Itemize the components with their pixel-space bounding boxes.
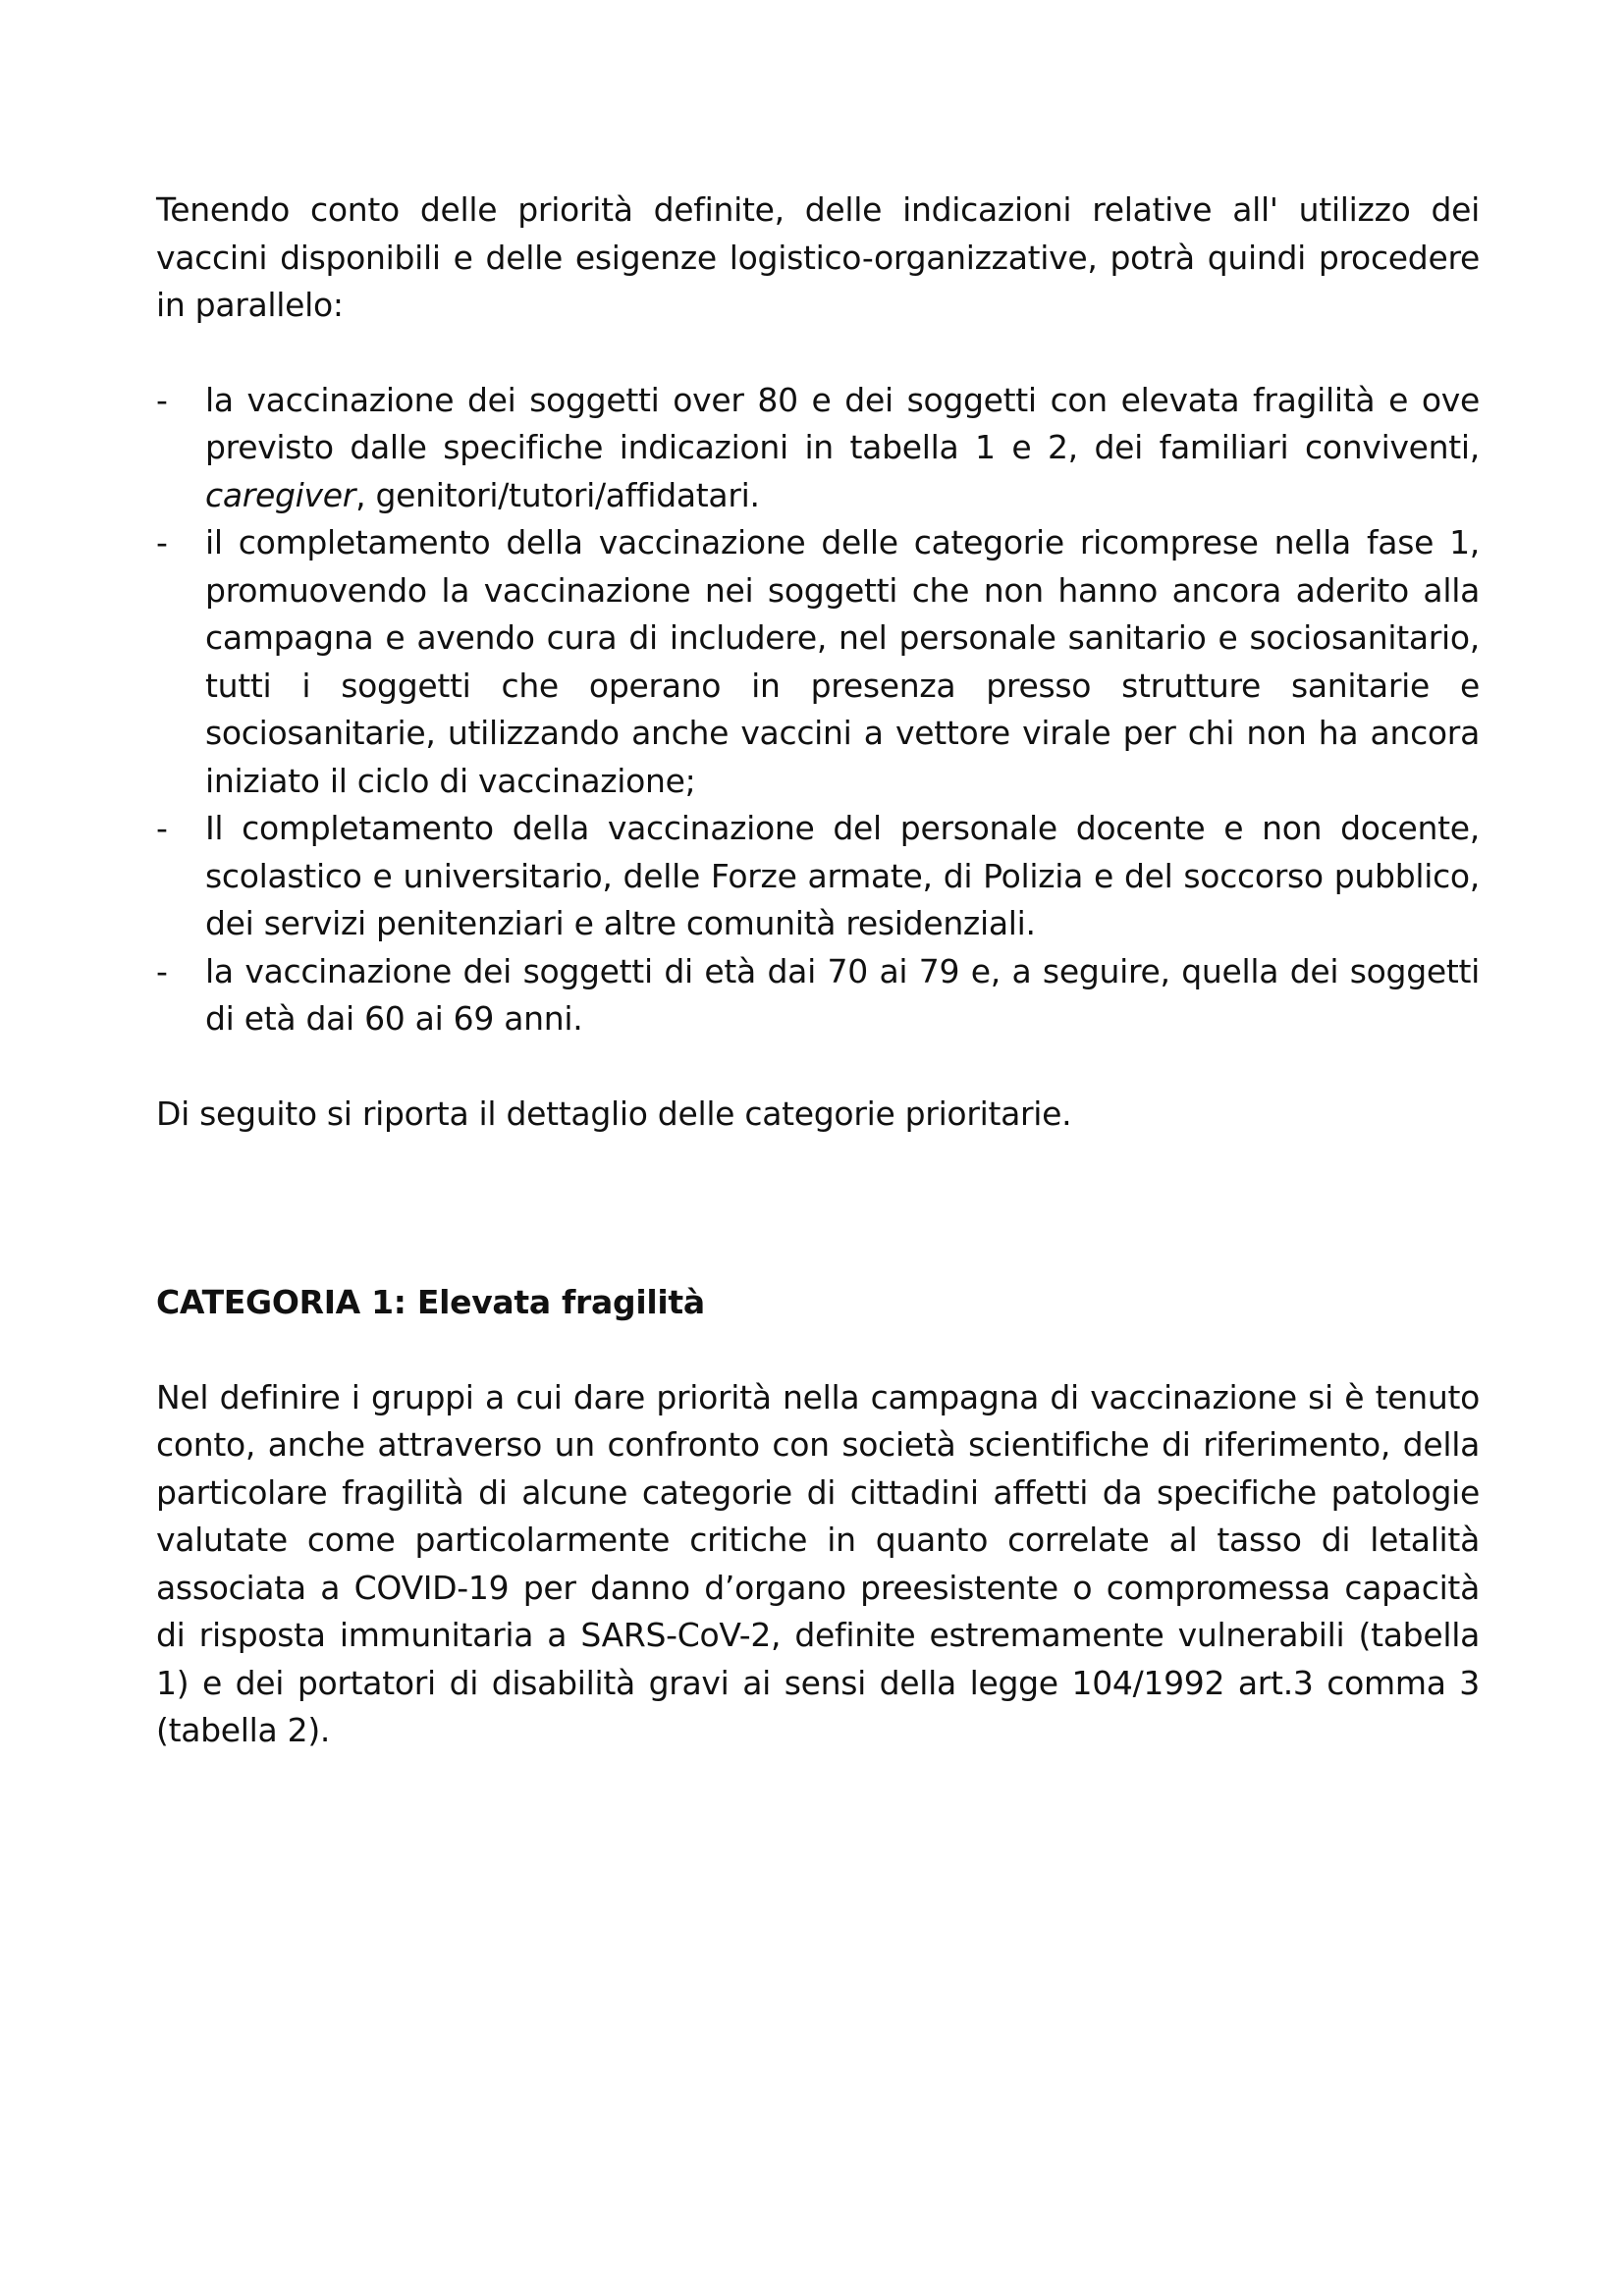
list-item-text: , genitori/tutori/affidatari. xyxy=(355,475,760,514)
intro-paragraph: Tenendo conto delle priorità definite, delle indicazioni relative all' utilizzo dei vaccini disponibili e delle esigenze logistico-organizzative, potrà quindi procedere in parallelo: xyxy=(156,190,1480,324)
closing-paragraph: Di seguito si riporta il dettaglio delle categorie prioritarie. xyxy=(156,1094,1072,1133)
bullet-dash: - xyxy=(156,380,168,419)
priority-list xyxy=(156,377,1480,1043)
list-item-text: la vaccinazione dei soggetti di età dai 70 ai 79 e, a seguire, quella dei soggetti di età dai 60 ai 69 anni. xyxy=(205,951,1480,1038)
list-item-text: Il completamento della vaccinazione del personale docente e non docente, scolastico e universitario, delle Forze armate, di Polizia e del soccorso pubblico, dei servizi penitenziari e altre comunità residenziali. xyxy=(205,809,1480,942)
list-item-emphasis: caregiver xyxy=(205,475,356,514)
section-body-paragraph: Nel definire i gruppi a cui dare priorità nella campagna di vaccinazione si è tenuto conto, anche attraverso un confronto con società scientifiche di riferimento, della particolare fragilità di alcune categorie di cittadini affetti da specifiche patologie valutate come particolarmente critiche in quanto correlate al tasso di letalità associata a COVID-19 per danno d’organo preesistente o compromessa capacità di risposta immunitaria a SARS-CoV-2, definite estremamente vulnerabili (tabella 1) e dei portatori di disabilità gravi ai sensi della legge 104/1992 art.3 comma 3 (tabella 2). xyxy=(156,1377,1480,1749)
bullet-dash: - xyxy=(156,951,168,990)
list-item xyxy=(156,948,1480,1043)
list-item xyxy=(156,805,1480,948)
bullet-dash: - xyxy=(156,523,168,561)
document-page xyxy=(156,187,1480,1755)
section-heading: CATEGORIA 1: Elevata fragilità xyxy=(156,1283,705,1321)
list-item-text: il completamento della vaccinazione delle categorie ricomprese nella fase 1, promuovendo la vaccinazione nei soggetti che non hanno ancora aderito alla campagna e avendo cura di includere, nel personale sanitario e sociosanitario, tutti i soggetti che operano in presenza presso strutture sanitarie e sociosanitarie, utilizzando anche vaccini a vettore virale per chi non ha ancora iniziato il ciclo di vaccinazione; xyxy=(205,523,1480,800)
list-item xyxy=(156,377,1480,520)
list-item xyxy=(156,519,1480,805)
list-item-text: la vaccinazione dei soggetti over 80 e dei soggetti con elevata fragilità e ove previsto dalle specifiche indicazioni in tabella 1 e 2, dei familiari conviventi, xyxy=(205,380,1480,466)
bullet-dash: - xyxy=(156,809,168,847)
